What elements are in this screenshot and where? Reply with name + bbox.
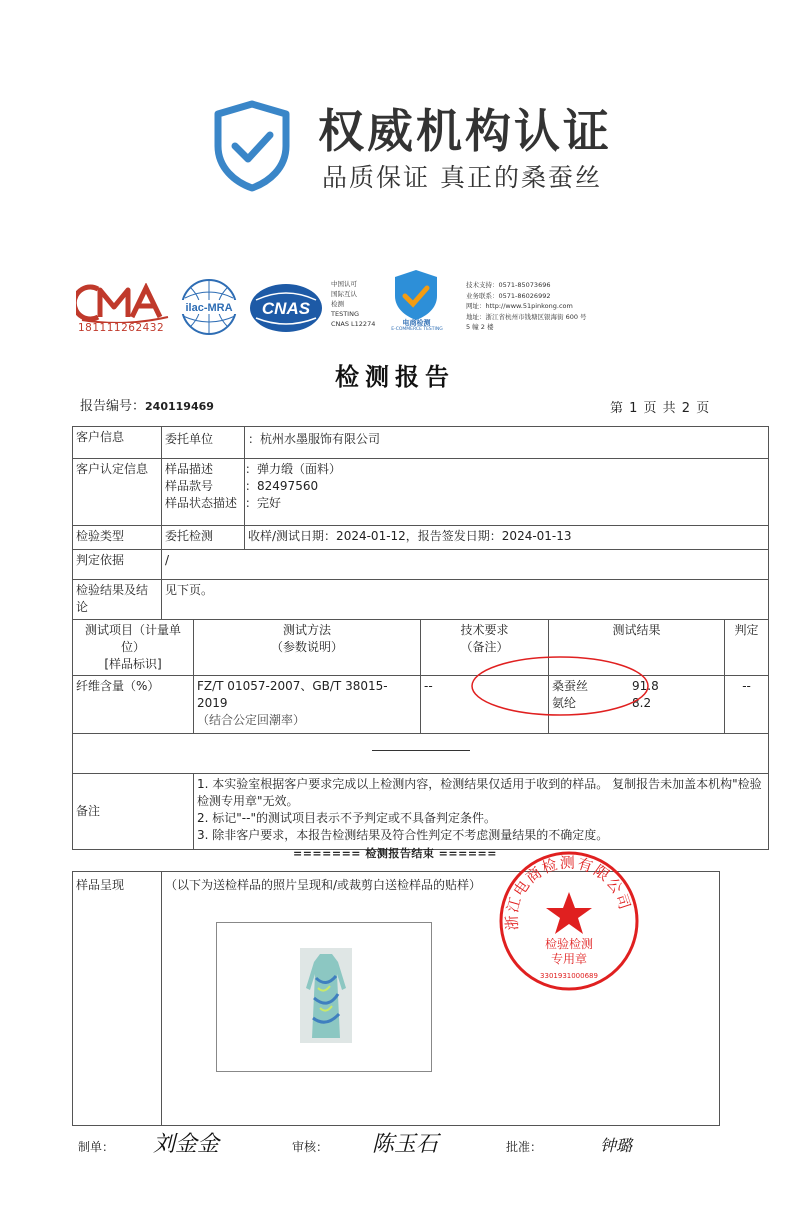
cnas-logo	[248, 282, 324, 334]
ec-logo-sub: E-COMMERCE TESTING	[391, 327, 443, 332]
official-stamp	[498, 850, 640, 992]
contact-info: 技术支持：0571-85073696 业务联系：0571-86026992 网址：http://www.51pinkong.com 地址：浙江省杭州市钱塘区银海街 600 号 5 幢 2 楼	[466, 281, 587, 331]
maker-label: 制单：	[78, 1140, 115, 1154]
sample-label: 样品呈现	[73, 872, 162, 1126]
col-judgement: 判定	[725, 620, 769, 676]
conclusion-value: 见下页。	[162, 580, 769, 620]
client-confirm-label: 客户认定信息	[73, 459, 162, 526]
report-title: 检测报告	[335, 363, 455, 391]
stamp-org-text: 浙江电商检测有限公司	[502, 853, 635, 931]
row-test-method: FZ/T 01057-2007、GB/T 38015-2019 （结合公定回潮率）	[194, 676, 421, 734]
banner-subtitle: 品质保证 真正的桑蚕丝	[322, 163, 602, 192]
cma-logo	[76, 283, 171, 323]
inspection-type-value: 委托检测	[162, 526, 245, 550]
notes-label: 备注	[73, 774, 194, 850]
row-test-item: 纤维含量（%）	[73, 676, 194, 734]
divider	[372, 750, 470, 751]
col-requirement: 技术要求 （备注）	[421, 620, 549, 676]
blank-row	[73, 734, 769, 774]
sample-fields: 样品描述 样品款号 样品状态描述	[162, 459, 245, 526]
report-end-line: ======= 检测报告结束 ======	[293, 847, 497, 860]
col-test-item: 测试项目（计量单位） [样品标识]	[73, 620, 194, 676]
svg-text:CNAS: CNAS	[261, 299, 311, 318]
approver-signature: 钟璐	[600, 1136, 633, 1155]
notes-body: 1. 本实验室根据客户要求完成以上检测内容，检测结果仅适用于收到的样品。 复制报告未加盖本机构"检验检测专用章"无效。 2. 标记"--"的测试项目表示不予判定或不具备判定条件。 3. 除非客户要求，本报告检测结果及符合性判定不考虑测量结果的不确定度。	[194, 774, 769, 850]
page-info: 第 1 页 共 2 页	[610, 401, 711, 416]
highlight-ellipse	[470, 655, 650, 717]
shield-check-icon	[213, 100, 291, 192]
maker-signature: 刘金金	[153, 1132, 220, 1157]
inspection-type-label: 检验类型	[73, 526, 162, 550]
ilac-mra-logo	[177, 278, 241, 336]
conclusion-label: 检验结果及结论	[73, 580, 162, 620]
basis-label: 判定依据	[73, 550, 162, 580]
row-result: 桑蚕丝 91.8 氨纶 8.2	[549, 676, 725, 734]
cnas-info: 中国认可 国际互认 检测 TESTING CNAS L12274	[331, 280, 376, 328]
col-result: 测试结果	[549, 620, 725, 676]
stamp-purpose-1: 检验检测	[544, 937, 594, 951]
client-unit-value: ：杭州水墨服饰有限公司	[245, 427, 769, 459]
row-judgement: --	[725, 676, 769, 734]
client-unit-label: 委托单位	[162, 427, 245, 459]
sample-dress-photo	[300, 948, 352, 1043]
report-dates: 收样/测试日期：2024-01-12，报告签发日期：2024-01-13	[245, 526, 769, 550]
cma-number: 181111262432	[78, 322, 165, 334]
banner-title: 权威机构认证	[318, 104, 612, 158]
stamp-code: 3301931000689	[540, 972, 598, 980]
reviewer-signature: 陈玉石	[372, 1132, 439, 1157]
stamp-purpose-2: 专用章	[550, 952, 588, 966]
report-number: 报告编号：240119469	[80, 399, 214, 414]
reviewer-label: 审核：	[292, 1140, 329, 1154]
ec-logo-label: 电商检测	[402, 319, 431, 327]
sample-caption: （以下为送检样品的照片呈现和/或裁剪白送检样品的贴样）	[162, 872, 720, 1126]
col-test-method: 测试方法 （参数说明）	[194, 620, 421, 676]
approver-label: 批准：	[506, 1140, 543, 1154]
client-info-label: 客户信息	[73, 427, 162, 459]
report-table	[72, 426, 769, 850]
row-requirement: --	[421, 676, 549, 734]
basis-value: /	[162, 550, 769, 580]
sample-values: ：弹力缎（面料） ：82497560 ：完好	[245, 459, 769, 526]
svg-text:ilac-MRA: ilac-MRA	[185, 302, 233, 314]
